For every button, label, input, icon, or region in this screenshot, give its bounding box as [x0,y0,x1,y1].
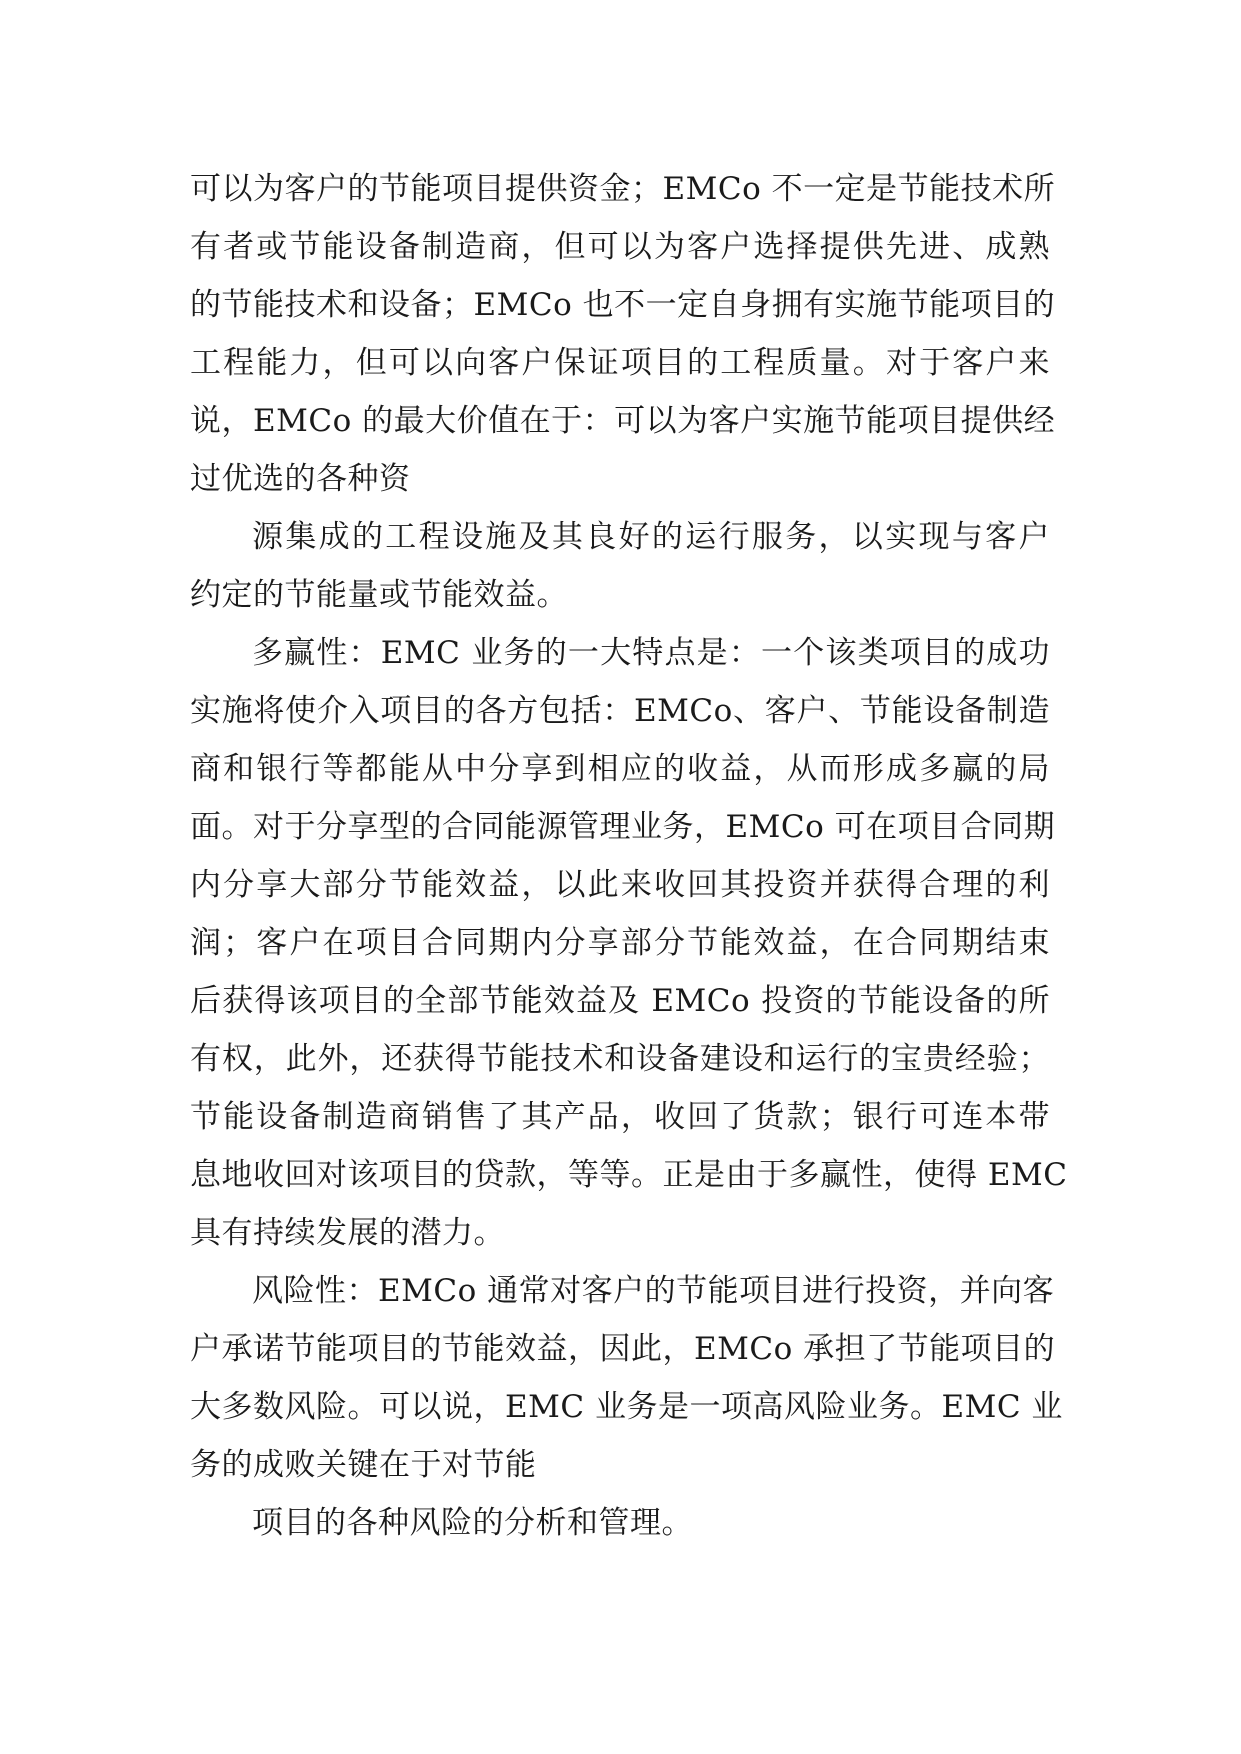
text-line: 说，EMCo 的最大价值在于：可以为客户实施节能项目提供经 [190,403,1056,439]
text-line: 息地收回对该项目的贷款，等等。正是由于多赢性，使得 EMC [190,1157,1068,1193]
text-line: 具有持续发展的潜力。 [190,1215,505,1251]
text-line: 风险性：EMCo 通常对客户的节能项目进行投资，并向客 [252,1273,1055,1309]
text-line: 节能设备制造商销售了其产品，收回了货款；银行可连本带 [190,1099,1050,1135]
text-line: 大多数风险。可以说，EMC 业务是一项高风险业务。EMC 业 [190,1389,1063,1425]
paragraph-funding [190,160,1056,508]
paragraph-risk-management [190,1494,1050,1552]
text-line: 多赢性：EMC 业务的一大特点是：一个该类项目的成功 [252,635,1050,671]
text-line: 过优选的各种资 [190,461,411,497]
text-line: 后获得该项目的全部节能效益及 EMCo 投资的节能设备的所 [190,983,1050,1019]
text-line: 面。对于分享型的合同能源管理业务，EMCo 可在项目合同期 [190,809,1056,845]
text-line: 内分享大部分节能效益，以此来收回其投资并获得合理的利 [190,867,1050,903]
text-line: 户承诺节能项目的节能效益，因此，EMCo 承担了节能项目的 [190,1331,1056,1367]
text-line: 项目的各种风险的分析和管理。 [252,1505,693,1541]
text-line: 工程能力，但可以向客户保证项目的工程质量。对于客户来 [190,345,1050,381]
paragraph-resource-integration [190,508,1050,624]
paragraph-risk [190,1262,1063,1494]
text-line: 的节能技术和设备；EMCo 也不一定自身拥有实施节能项目的 [190,287,1056,323]
text-line: 商和银行等都能从中分享到相应的收益，从而形成多赢的局 [190,751,1050,787]
text-line: 务的成败关键在于对节能 [190,1447,537,1483]
text-line: 可以为客户的节能项目提供资金；EMCo 不一定是节能技术所 [190,171,1056,207]
text-line: 有者或节能设备制造商，但可以为客户选择提供先进、成熟 [190,229,1050,265]
paragraph-multi-win [190,624,1068,1262]
text-line: 实施将使介入项目的各方包括：EMCo、客户、节能设备制造 [190,693,1050,729]
document-body [190,160,1068,1552]
text-line: 约定的节能量或节能效益。 [190,577,568,613]
text-line: 源集成的工程设施及其良好的运行服务，以实现与客户 [252,519,1050,555]
text-line: 有权，此外，还获得节能技术和设备建设和运行的宝贵经验； [190,1041,1050,1077]
text-line: 润；客户在项目合同期内分享部分节能效益，在合同期结束 [190,925,1050,961]
